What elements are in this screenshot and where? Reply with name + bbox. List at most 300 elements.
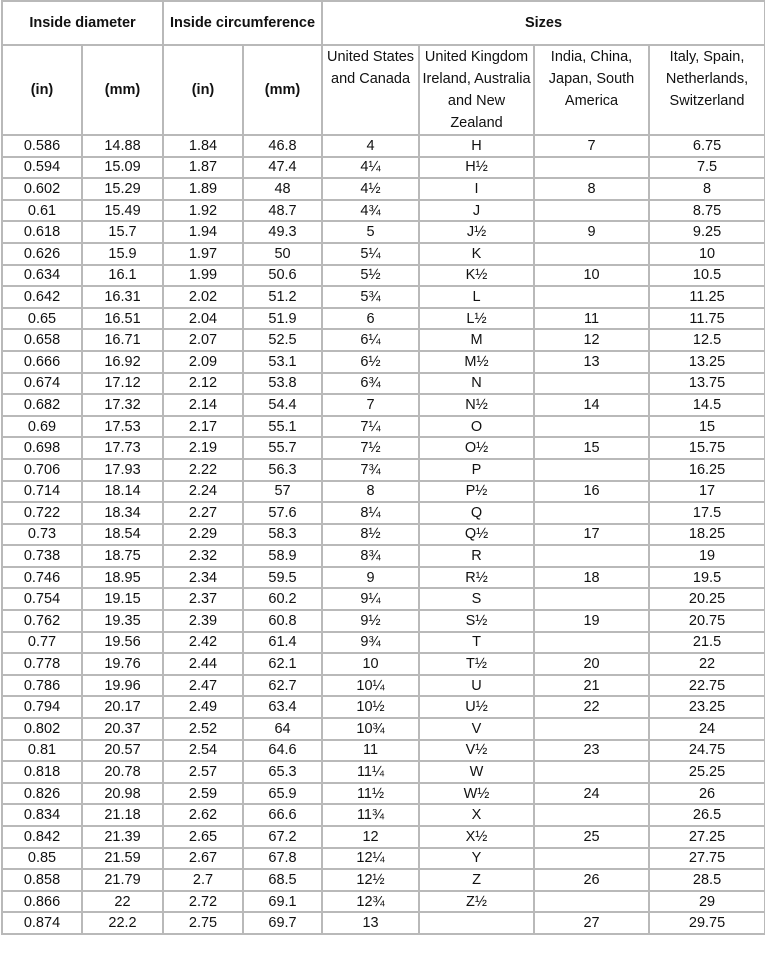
cell-size-us-canada: 11¾ bbox=[322, 804, 419, 826]
cell-size-uk: O bbox=[419, 416, 534, 438]
cell-diameter-in: 0.722 bbox=[2, 502, 82, 524]
table-row bbox=[2, 912, 765, 934]
cell-diameter-mm: 19.56 bbox=[82, 632, 163, 654]
cell-size-uk: N½ bbox=[419, 394, 534, 416]
cell-circumference-in: 1.89 bbox=[163, 178, 243, 200]
cell-size-us-canada: 5¾ bbox=[322, 286, 419, 308]
cell-size-europe: 26.5 bbox=[649, 804, 765, 826]
cell-size-asia bbox=[534, 243, 649, 265]
cell-diameter-in: 0.778 bbox=[2, 653, 82, 675]
cell-size-us-canada: 5¼ bbox=[322, 243, 419, 265]
cell-diameter-mm: 19.76 bbox=[82, 653, 163, 675]
cell-size-uk: W bbox=[419, 761, 534, 783]
cell-size-us-canada: 8¾ bbox=[322, 545, 419, 567]
cell-circumference-in: 2.02 bbox=[163, 286, 243, 308]
cell-size-europe: 16.25 bbox=[649, 459, 765, 481]
table-row bbox=[2, 200, 765, 222]
table-row bbox=[2, 524, 765, 546]
cell-size-europe: 8 bbox=[649, 178, 765, 200]
cell-size-asia: 10 bbox=[534, 265, 649, 287]
cell-size-europe: 6.75 bbox=[649, 135, 765, 157]
cell-diameter-mm: 15.49 bbox=[82, 200, 163, 222]
cell-circumference-mm: 49.3 bbox=[243, 221, 322, 243]
table-row bbox=[2, 826, 765, 848]
cell-size-asia: 20 bbox=[534, 653, 649, 675]
cell-size-asia bbox=[534, 804, 649, 826]
cell-size-europe: 15 bbox=[649, 416, 765, 438]
cell-circumference-in: 2.49 bbox=[163, 696, 243, 718]
cell-diameter-mm: 15.29 bbox=[82, 178, 163, 200]
cell-circumference-in: 2.52 bbox=[163, 718, 243, 740]
cell-circumference-mm: 62.1 bbox=[243, 653, 322, 675]
cell-diameter-mm: 17.93 bbox=[82, 459, 163, 481]
cell-circumference-in: 2.47 bbox=[163, 675, 243, 697]
cell-diameter-mm: 20.78 bbox=[82, 761, 163, 783]
cell-size-europe: 15.75 bbox=[649, 437, 765, 459]
cell-circumference-mm: 65.9 bbox=[243, 783, 322, 805]
cell-size-asia: 27 bbox=[534, 912, 649, 934]
cell-size-uk: U bbox=[419, 675, 534, 697]
table-row bbox=[2, 502, 765, 524]
cell-diameter-in: 0.818 bbox=[2, 761, 82, 783]
cell-size-us-canada: 7¼ bbox=[322, 416, 419, 438]
table-row bbox=[2, 588, 765, 610]
cell-diameter-mm: 21.59 bbox=[82, 848, 163, 870]
cell-diameter-mm: 21.39 bbox=[82, 826, 163, 848]
cell-circumference-mm: 66.6 bbox=[243, 804, 322, 826]
cell-circumference-in: 2.07 bbox=[163, 329, 243, 351]
cell-circumference-mm: 64 bbox=[243, 718, 322, 740]
cell-size-uk: M bbox=[419, 329, 534, 351]
cell-size-europe: 7.5 bbox=[649, 157, 765, 179]
cell-circumference-mm: 55.1 bbox=[243, 416, 322, 438]
cell-diameter-mm: 16.92 bbox=[82, 351, 163, 373]
header-unit-mm: (mm) bbox=[243, 45, 322, 135]
cell-diameter-mm: 22 bbox=[82, 891, 163, 913]
cell-size-uk: U½ bbox=[419, 696, 534, 718]
cell-size-asia: 16 bbox=[534, 481, 649, 503]
cell-size-us-canada: 10½ bbox=[322, 696, 419, 718]
cell-circumference-mm: 69.7 bbox=[243, 912, 322, 934]
cell-size-us-canada: 12¼ bbox=[322, 848, 419, 870]
header-unit-in: (in) bbox=[163, 45, 243, 135]
cell-size-uk: H bbox=[419, 135, 534, 157]
cell-circumference-in: 2.34 bbox=[163, 567, 243, 589]
cell-diameter-in: 0.746 bbox=[2, 567, 82, 589]
cell-diameter-in: 0.61 bbox=[2, 200, 82, 222]
table-row bbox=[2, 221, 765, 243]
cell-size-uk: W½ bbox=[419, 783, 534, 805]
cell-size-europe: 28.5 bbox=[649, 869, 765, 891]
cell-size-us-canada: 5½ bbox=[322, 265, 419, 287]
cell-circumference-in: 2.19 bbox=[163, 437, 243, 459]
cell-diameter-in: 0.834 bbox=[2, 804, 82, 826]
cell-circumference-in: 1.87 bbox=[163, 157, 243, 179]
cell-size-europe: 8.75 bbox=[649, 200, 765, 222]
cell-size-us-canada: 5 bbox=[322, 221, 419, 243]
cell-size-asia: 11 bbox=[534, 308, 649, 330]
cell-size-us-canada: 8 bbox=[322, 481, 419, 503]
cell-circumference-in: 2.7 bbox=[163, 869, 243, 891]
cell-diameter-in: 0.594 bbox=[2, 157, 82, 179]
cell-circumference-in: 2.17 bbox=[163, 416, 243, 438]
cell-circumference-mm: 57 bbox=[243, 481, 322, 503]
cell-size-uk: Q bbox=[419, 502, 534, 524]
header-region-uk-ireland-australia-nz: United Kingdom Ireland, Australia and New Zealand bbox=[419, 45, 534, 135]
cell-circumference-mm: 57.6 bbox=[243, 502, 322, 524]
cell-circumference-in: 2.57 bbox=[163, 761, 243, 783]
cell-diameter-in: 0.858 bbox=[2, 869, 82, 891]
table-row bbox=[2, 135, 765, 157]
cell-size-europe: 29 bbox=[649, 891, 765, 913]
cell-size-asia: 15 bbox=[534, 437, 649, 459]
cell-size-uk: O½ bbox=[419, 437, 534, 459]
cell-circumference-mm: 60.8 bbox=[243, 610, 322, 632]
table-row bbox=[2, 783, 765, 805]
cell-size-us-canada: 4¼ bbox=[322, 157, 419, 179]
cell-size-us-canada: 10¼ bbox=[322, 675, 419, 697]
cell-size-us-canada: 10 bbox=[322, 653, 419, 675]
cell-diameter-in: 0.626 bbox=[2, 243, 82, 265]
cell-size-uk: I bbox=[419, 178, 534, 200]
cell-size-us-canada: 11¼ bbox=[322, 761, 419, 783]
cell-diameter-in: 0.874 bbox=[2, 912, 82, 934]
cell-size-asia bbox=[534, 373, 649, 395]
cell-size-europe: 13.75 bbox=[649, 373, 765, 395]
cell-size-europe: 13.25 bbox=[649, 351, 765, 373]
cell-diameter-in: 0.762 bbox=[2, 610, 82, 632]
cell-size-asia: 9 bbox=[534, 221, 649, 243]
cell-diameter-in: 0.69 bbox=[2, 416, 82, 438]
cell-size-uk: Z½ bbox=[419, 891, 534, 913]
cell-circumference-in: 2.14 bbox=[163, 394, 243, 416]
cell-size-asia bbox=[534, 286, 649, 308]
cell-size-europe: 11.25 bbox=[649, 286, 765, 308]
cell-circumference-mm: 60.2 bbox=[243, 588, 322, 610]
cell-diameter-mm: 21.18 bbox=[82, 804, 163, 826]
cell-size-asia: 23 bbox=[534, 740, 649, 762]
cell-diameter-in: 0.602 bbox=[2, 178, 82, 200]
cell-circumference-in: 2.54 bbox=[163, 740, 243, 762]
cell-circumference-mm: 54.4 bbox=[243, 394, 322, 416]
cell-diameter-in: 0.706 bbox=[2, 459, 82, 481]
cell-circumference-mm: 53.1 bbox=[243, 351, 322, 373]
cell-diameter-mm: 18.14 bbox=[82, 481, 163, 503]
cell-circumference-in: 2.22 bbox=[163, 459, 243, 481]
table-row bbox=[2, 178, 765, 200]
cell-circumference-in: 2.37 bbox=[163, 588, 243, 610]
cell-diameter-in: 0.666 bbox=[2, 351, 82, 373]
cell-size-us-canada: 11½ bbox=[322, 783, 419, 805]
cell-circumference-mm: 50 bbox=[243, 243, 322, 265]
table-row bbox=[2, 632, 765, 654]
cell-diameter-in: 0.842 bbox=[2, 826, 82, 848]
table-row bbox=[2, 848, 765, 870]
cell-size-europe: 29.75 bbox=[649, 912, 765, 934]
cell-size-asia: 12 bbox=[534, 329, 649, 351]
cell-size-asia bbox=[534, 157, 649, 179]
cell-size-europe: 12.5 bbox=[649, 329, 765, 351]
cell-diameter-mm: 20.37 bbox=[82, 718, 163, 740]
header-row-units bbox=[2, 45, 765, 135]
cell-circumference-in: 2.27 bbox=[163, 502, 243, 524]
cell-size-uk: R bbox=[419, 545, 534, 567]
cell-size-uk: Y bbox=[419, 848, 534, 870]
cell-circumference-in: 1.99 bbox=[163, 265, 243, 287]
cell-size-europe: 27.75 bbox=[649, 848, 765, 870]
cell-diameter-in: 0.81 bbox=[2, 740, 82, 762]
cell-size-uk: P bbox=[419, 459, 534, 481]
cell-size-europe: 27.25 bbox=[649, 826, 765, 848]
cell-size-asia bbox=[534, 200, 649, 222]
cell-circumference-in: 1.92 bbox=[163, 200, 243, 222]
cell-circumference-mm: 46.8 bbox=[243, 135, 322, 157]
cell-size-asia bbox=[534, 588, 649, 610]
table-body bbox=[2, 135, 765, 934]
cell-size-europe: 10.5 bbox=[649, 265, 765, 287]
cell-diameter-mm: 16.31 bbox=[82, 286, 163, 308]
cell-circumference-mm: 48.7 bbox=[243, 200, 322, 222]
table-row bbox=[2, 329, 765, 351]
cell-size-us-canada: 6 bbox=[322, 308, 419, 330]
cell-diameter-mm: 22.2 bbox=[82, 912, 163, 934]
cell-size-us-canada: 12¾ bbox=[322, 891, 419, 913]
cell-diameter-mm: 18.75 bbox=[82, 545, 163, 567]
cell-size-asia: 26 bbox=[534, 869, 649, 891]
cell-circumference-in: 2.12 bbox=[163, 373, 243, 395]
cell-circumference-in: 1.97 bbox=[163, 243, 243, 265]
cell-diameter-in: 0.754 bbox=[2, 588, 82, 610]
cell-size-asia bbox=[534, 416, 649, 438]
cell-circumference-mm: 52.5 bbox=[243, 329, 322, 351]
cell-circumference-in: 1.94 bbox=[163, 221, 243, 243]
header-unit-mm: (mm) bbox=[82, 45, 163, 135]
cell-size-uk: X½ bbox=[419, 826, 534, 848]
cell-size-uk: J½ bbox=[419, 221, 534, 243]
header-inside-circumference: Inside circumference bbox=[163, 1, 322, 45]
cell-circumference-mm: 51.9 bbox=[243, 308, 322, 330]
cell-circumference-mm: 56.3 bbox=[243, 459, 322, 481]
cell-circumference-mm: 62.7 bbox=[243, 675, 322, 697]
table-row bbox=[2, 653, 765, 675]
cell-circumference-mm: 59.5 bbox=[243, 567, 322, 589]
cell-circumference-mm: 68.5 bbox=[243, 869, 322, 891]
cell-diameter-mm: 17.12 bbox=[82, 373, 163, 395]
cell-size-uk: X bbox=[419, 804, 534, 826]
cell-size-asia: 18 bbox=[534, 567, 649, 589]
cell-size-us-canada: 8½ bbox=[322, 524, 419, 546]
cell-diameter-in: 0.658 bbox=[2, 329, 82, 351]
header-row-groups bbox=[2, 1, 765, 45]
cell-size-asia bbox=[534, 502, 649, 524]
cell-size-us-canada: 4¾ bbox=[322, 200, 419, 222]
cell-circumference-in: 2.44 bbox=[163, 653, 243, 675]
table-row bbox=[2, 740, 765, 762]
cell-circumference-mm: 50.6 bbox=[243, 265, 322, 287]
cell-diameter-mm: 17.73 bbox=[82, 437, 163, 459]
cell-diameter-in: 0.642 bbox=[2, 286, 82, 308]
table-row bbox=[2, 891, 765, 913]
cell-diameter-mm: 14.88 bbox=[82, 135, 163, 157]
cell-size-uk: V bbox=[419, 718, 534, 740]
cell-size-us-canada: 7¾ bbox=[322, 459, 419, 481]
cell-size-europe: 20.75 bbox=[649, 610, 765, 632]
cell-circumference-in: 2.32 bbox=[163, 545, 243, 567]
cell-size-uk: S bbox=[419, 588, 534, 610]
header-unit-in: (in) bbox=[2, 45, 82, 135]
cell-circumference-in: 2.65 bbox=[163, 826, 243, 848]
cell-circumference-mm: 58.3 bbox=[243, 524, 322, 546]
header-region-italy-spain-netherlands-switzerland: Italy, Spain, Netherlands, Switzerland bbox=[649, 45, 765, 135]
table-row bbox=[2, 675, 765, 697]
cell-circumference-mm: 58.9 bbox=[243, 545, 322, 567]
cell-size-uk: R½ bbox=[419, 567, 534, 589]
cell-size-europe: 22.75 bbox=[649, 675, 765, 697]
cell-circumference-in: 2.42 bbox=[163, 632, 243, 654]
cell-size-europe: 19.5 bbox=[649, 567, 765, 589]
header-region-us-canada: United States and Canada bbox=[322, 45, 419, 135]
cell-diameter-in: 0.698 bbox=[2, 437, 82, 459]
cell-size-us-canada: 12½ bbox=[322, 869, 419, 891]
cell-diameter-mm: 17.32 bbox=[82, 394, 163, 416]
table-row bbox=[2, 761, 765, 783]
cell-size-europe: 18.25 bbox=[649, 524, 765, 546]
table-row bbox=[2, 610, 765, 632]
cell-size-europe: 23.25 bbox=[649, 696, 765, 718]
cell-size-asia bbox=[534, 545, 649, 567]
cell-size-us-canada: 8¼ bbox=[322, 502, 419, 524]
cell-size-europe: 22 bbox=[649, 653, 765, 675]
cell-circumference-in: 2.04 bbox=[163, 308, 243, 330]
table-row bbox=[2, 157, 765, 179]
cell-size-us-canada: 6¼ bbox=[322, 329, 419, 351]
cell-size-us-canada: 11 bbox=[322, 740, 419, 762]
cell-diameter-mm: 19.96 bbox=[82, 675, 163, 697]
cell-diameter-mm: 15.9 bbox=[82, 243, 163, 265]
cell-diameter-in: 0.586 bbox=[2, 135, 82, 157]
cell-size-uk: H½ bbox=[419, 157, 534, 179]
cell-size-europe: 20.25 bbox=[649, 588, 765, 610]
table-row bbox=[2, 286, 765, 308]
cell-diameter-in: 0.77 bbox=[2, 632, 82, 654]
cell-size-asia bbox=[534, 718, 649, 740]
cell-circumference-mm: 67.2 bbox=[243, 826, 322, 848]
table-row bbox=[2, 696, 765, 718]
header-sizes: Sizes bbox=[322, 1, 765, 45]
cell-size-uk: S½ bbox=[419, 610, 534, 632]
cell-size-us-canada: 4½ bbox=[322, 178, 419, 200]
cell-size-us-canada: 7½ bbox=[322, 437, 419, 459]
cell-circumference-in: 2.39 bbox=[163, 610, 243, 632]
cell-size-asia: 8 bbox=[534, 178, 649, 200]
cell-diameter-mm: 20.98 bbox=[82, 783, 163, 805]
table-row bbox=[2, 718, 765, 740]
cell-diameter-in: 0.802 bbox=[2, 718, 82, 740]
header-region-india-china-japan-south-america: India, China, Japan, South America bbox=[534, 45, 649, 135]
table-row bbox=[2, 437, 765, 459]
cell-size-asia bbox=[534, 632, 649, 654]
cell-size-uk: Z bbox=[419, 869, 534, 891]
cell-circumference-in: 2.24 bbox=[163, 481, 243, 503]
cell-size-asia: 19 bbox=[534, 610, 649, 632]
cell-diameter-in: 0.794 bbox=[2, 696, 82, 718]
cell-circumference-in: 1.84 bbox=[163, 135, 243, 157]
table-row bbox=[2, 869, 765, 891]
cell-diameter-in: 0.826 bbox=[2, 783, 82, 805]
cell-size-us-canada: 6½ bbox=[322, 351, 419, 373]
table-row bbox=[2, 394, 765, 416]
cell-circumference-in: 2.09 bbox=[163, 351, 243, 373]
cell-circumference-mm: 65.3 bbox=[243, 761, 322, 783]
cell-diameter-mm: 15.7 bbox=[82, 221, 163, 243]
cell-size-us-canada: 10¾ bbox=[322, 718, 419, 740]
cell-diameter-mm: 20.57 bbox=[82, 740, 163, 762]
table-row bbox=[2, 804, 765, 826]
cell-size-uk: V½ bbox=[419, 740, 534, 762]
cell-size-us-canada: 9 bbox=[322, 567, 419, 589]
cell-size-europe: 19 bbox=[649, 545, 765, 567]
cell-diameter-in: 0.85 bbox=[2, 848, 82, 870]
table-row bbox=[2, 416, 765, 438]
ring-size-table bbox=[1, 0, 765, 935]
cell-diameter-mm: 15.09 bbox=[82, 157, 163, 179]
cell-circumference-in: 2.62 bbox=[163, 804, 243, 826]
cell-size-asia bbox=[534, 891, 649, 913]
cell-diameter-mm: 16.1 bbox=[82, 265, 163, 287]
cell-size-us-canada: 9¼ bbox=[322, 588, 419, 610]
cell-size-europe: 25.25 bbox=[649, 761, 765, 783]
cell-diameter-in: 0.682 bbox=[2, 394, 82, 416]
cell-diameter-mm: 16.71 bbox=[82, 329, 163, 351]
cell-size-europe: 9.25 bbox=[649, 221, 765, 243]
cell-size-europe: 17 bbox=[649, 481, 765, 503]
cell-size-europe: 14.5 bbox=[649, 394, 765, 416]
cell-circumference-mm: 53.8 bbox=[243, 373, 322, 395]
cell-diameter-in: 0.65 bbox=[2, 308, 82, 330]
table-row bbox=[2, 545, 765, 567]
cell-size-uk bbox=[419, 912, 534, 934]
table-row bbox=[2, 567, 765, 589]
cell-diameter-in: 0.738 bbox=[2, 545, 82, 567]
cell-size-asia: 7 bbox=[534, 135, 649, 157]
cell-size-uk: T bbox=[419, 632, 534, 654]
cell-size-asia: 17 bbox=[534, 524, 649, 546]
cell-size-us-canada: 4 bbox=[322, 135, 419, 157]
cell-size-europe: 24.75 bbox=[649, 740, 765, 762]
cell-size-europe: 17.5 bbox=[649, 502, 765, 524]
cell-diameter-mm: 20.17 bbox=[82, 696, 163, 718]
cell-circumference-mm: 64.6 bbox=[243, 740, 322, 762]
cell-size-uk: L½ bbox=[419, 308, 534, 330]
cell-diameter-in: 0.786 bbox=[2, 675, 82, 697]
cell-size-uk: T½ bbox=[419, 653, 534, 675]
cell-circumference-mm: 47.4 bbox=[243, 157, 322, 179]
cell-size-uk: M½ bbox=[419, 351, 534, 373]
cell-size-uk: K bbox=[419, 243, 534, 265]
cell-circumference-in: 2.75 bbox=[163, 912, 243, 934]
table-row bbox=[2, 459, 765, 481]
cell-circumference-mm: 55.7 bbox=[243, 437, 322, 459]
cell-size-asia: 21 bbox=[534, 675, 649, 697]
cell-diameter-in: 0.634 bbox=[2, 265, 82, 287]
cell-size-europe: 26 bbox=[649, 783, 765, 805]
cell-diameter-mm: 17.53 bbox=[82, 416, 163, 438]
cell-size-uk: J bbox=[419, 200, 534, 222]
cell-circumference-mm: 51.2 bbox=[243, 286, 322, 308]
cell-circumference-mm: 61.4 bbox=[243, 632, 322, 654]
cell-diameter-mm: 21.79 bbox=[82, 869, 163, 891]
cell-circumference-mm: 48 bbox=[243, 178, 322, 200]
